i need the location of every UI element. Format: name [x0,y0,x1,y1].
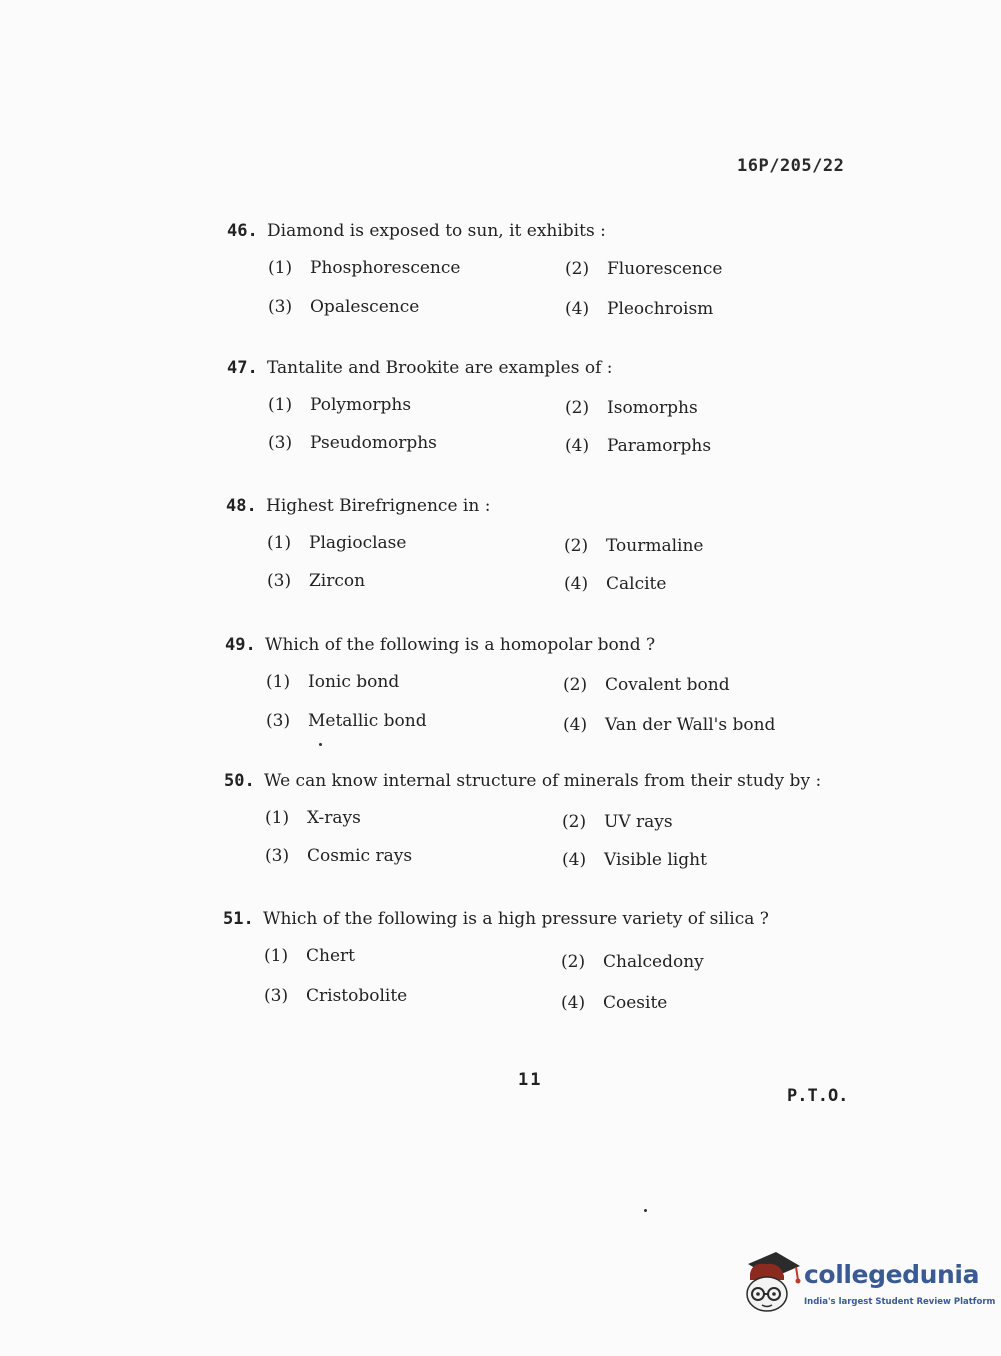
question-text: Diamond is exposed to sun, it exhibits : [267,221,606,241]
option-1: (1) X-rays [265,808,361,828]
question-49 [225,633,885,749]
page-number: 11 [518,1070,543,1090]
option-3: (3) Cristobolite [264,986,408,1006]
option-2: (2) Tourmaline [564,536,704,556]
question-text: Which of the following is a high pressure variety of silica ? [263,909,769,929]
pto-label: P.T.O. [787,1086,849,1106]
option-3: (3) Cosmic rays [265,846,413,866]
option-2: (2) UV rays [562,812,673,832]
question-50 [224,769,884,885]
question-number: 48. [226,496,257,516]
question-number: 46. [227,221,258,241]
question-48 [226,494,886,610]
brand-tagline: India's largest Student Review Platform [804,1297,996,1307]
option-1: (1) Ionic bond [266,672,400,692]
question-text: Which of the following is a homopolar bond ? [265,635,656,655]
option-2: (2) Fluorescence [565,259,723,279]
option-3: (3) Opalescence [268,297,420,317]
option-4: (4) Pleochroism [565,299,714,319]
option-1: (1) Polymorphs [268,395,412,415]
option-4: (4) Calcite [564,574,667,594]
option-1: (1) Chert [264,946,355,966]
option-2: (2) Chalcedony [561,952,704,972]
option-4: (4) Visible light [562,850,707,870]
question-number: 47. [227,358,258,378]
paper-code: 16P/205/22 [737,156,845,176]
scan-speck [644,1209,647,1212]
question-text: Tantalite and Brookite are examples of : [267,358,613,378]
option-4: (4) Paramorphs [565,436,712,456]
question-text: Highest Birefrignence in : [266,496,491,516]
question-number: 51. [223,909,254,929]
question-text: We can know internal structure of minerals from their study by : [264,771,822,791]
option-3: (3) Pseudomorphs [268,433,437,453]
option-2: (2) Isomorphs [565,398,698,418]
option-4: (4) Coesite [561,993,668,1013]
collegedunia-watermark [742,1250,996,1320]
option-1: (1) Phosphorescence [268,258,461,278]
option-3: (3) Metallic bond [266,711,427,731]
question-47 [227,356,887,472]
brand-name: collegedunia [804,1260,980,1289]
option-2: (2) Covalent bond [563,675,730,695]
option-3: (3) Zircon [267,571,366,591]
option-1: (1) Plagioclase [267,533,407,553]
question-51 [223,907,883,1023]
question-46 [227,219,887,335]
option-4: (4) Van der Wall's bond [563,715,776,735]
scan-speck [319,743,322,746]
question-number: 50. [224,771,255,791]
question-number: 49. [225,635,256,655]
mascot-icon [742,1250,802,1314]
